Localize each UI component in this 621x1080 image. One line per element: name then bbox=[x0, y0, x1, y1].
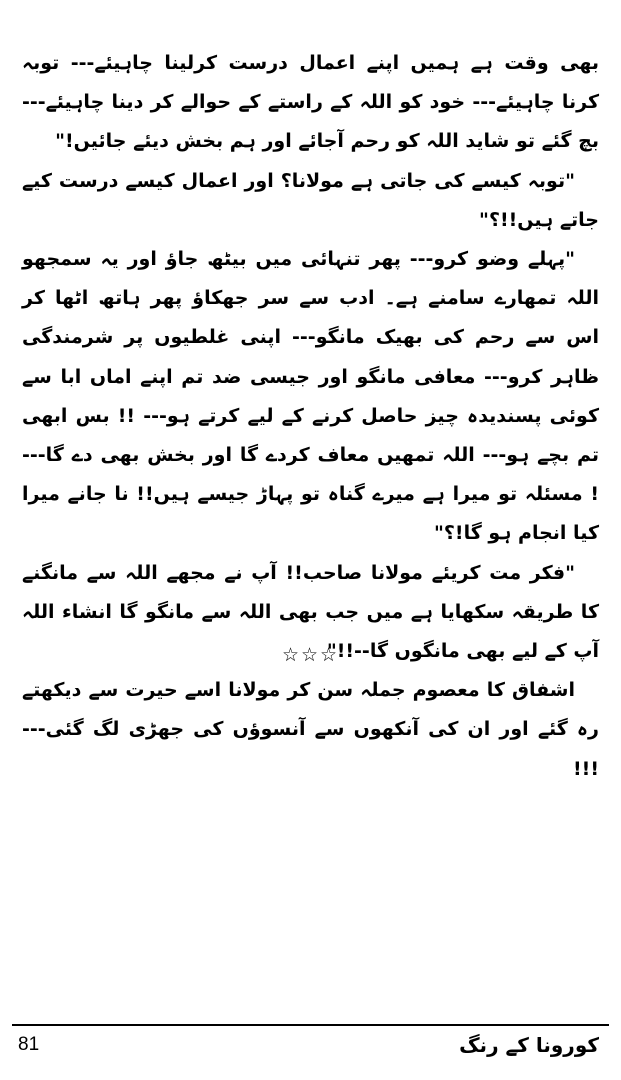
paragraph-3: "پہلے وضو کرو--- پھر تنہائی میں بیٹھ جاؤ اور یہ سمجھو اللہ تمھارے سامنے ہے۔ ادب سے سر جھکاؤ پھر ہاتھ اٹھا کر اس سے رحم کی بھیک مانگو--- اپنی غلطیوں پر شرمندگی ظاہر کرو--- معافی مانگو اور جیسی ضد تم اپنے اماں ابا سے کوئی پسندیدہ چیز حاصل کرنے کے لیے کرتے ہو--- !! بس ابھی تم بچے ہو--- اللہ تمھیں معاف کردے گا اور بخش بھی دے گا--- ! مسئلہ تو میرا ہے میرے گناہ تو پہاڑ جیسے ہیں!! نا جانے میرا کیا انجام ہو گا!؟" bbox=[22, 248, 599, 545]
footer-divider bbox=[12, 1024, 609, 1026]
footer-book-title: کورونا کے رنگ bbox=[459, 1033, 599, 1057]
paragraph-5: اشفاق کا معصوم جملہ سن کر مولانا اسے حیرت سے دیکھتے رہ گئے اور ان کی آنکھوں سے آنسوؤں کی جھڑی لگ گئی--- !!! bbox=[22, 679, 599, 780]
paragraph-4: "فکر مت کریئے مولانا صاحب!! آپ نے مجھے اللہ سے مانگنے کا طریقہ سکھایا ہے میں جب بھی اللہ سے مانگو گا انشاء اللہ آپ کے لیے بھی مانگوں گا--!!" bbox=[22, 561, 599, 663]
footer-page-number: 81 bbox=[18, 1034, 40, 1055]
paragraph-1: بھی وقت ہے ہمیں اپنے اعمال درست کرلینا چاہیئے--- توبہ کرنا چاہیئے--- خود کو اللہ کے راستے کے حوالے کر دینا چاہیئے--- بچ گئے تو شاید اللہ کو رحم آجائے اور ہم بخش دیئے جائیں!" bbox=[22, 52, 599, 153]
body-text bbox=[22, 44, 599, 789]
paragraph-2: "توبہ کیسے کی جاتی ہے مولانا؟ اور اعمال کیسے درست کیے جاتے ہیں!!؟" bbox=[22, 169, 599, 231]
section-separator-stars: ☆☆☆ bbox=[281, 644, 340, 666]
